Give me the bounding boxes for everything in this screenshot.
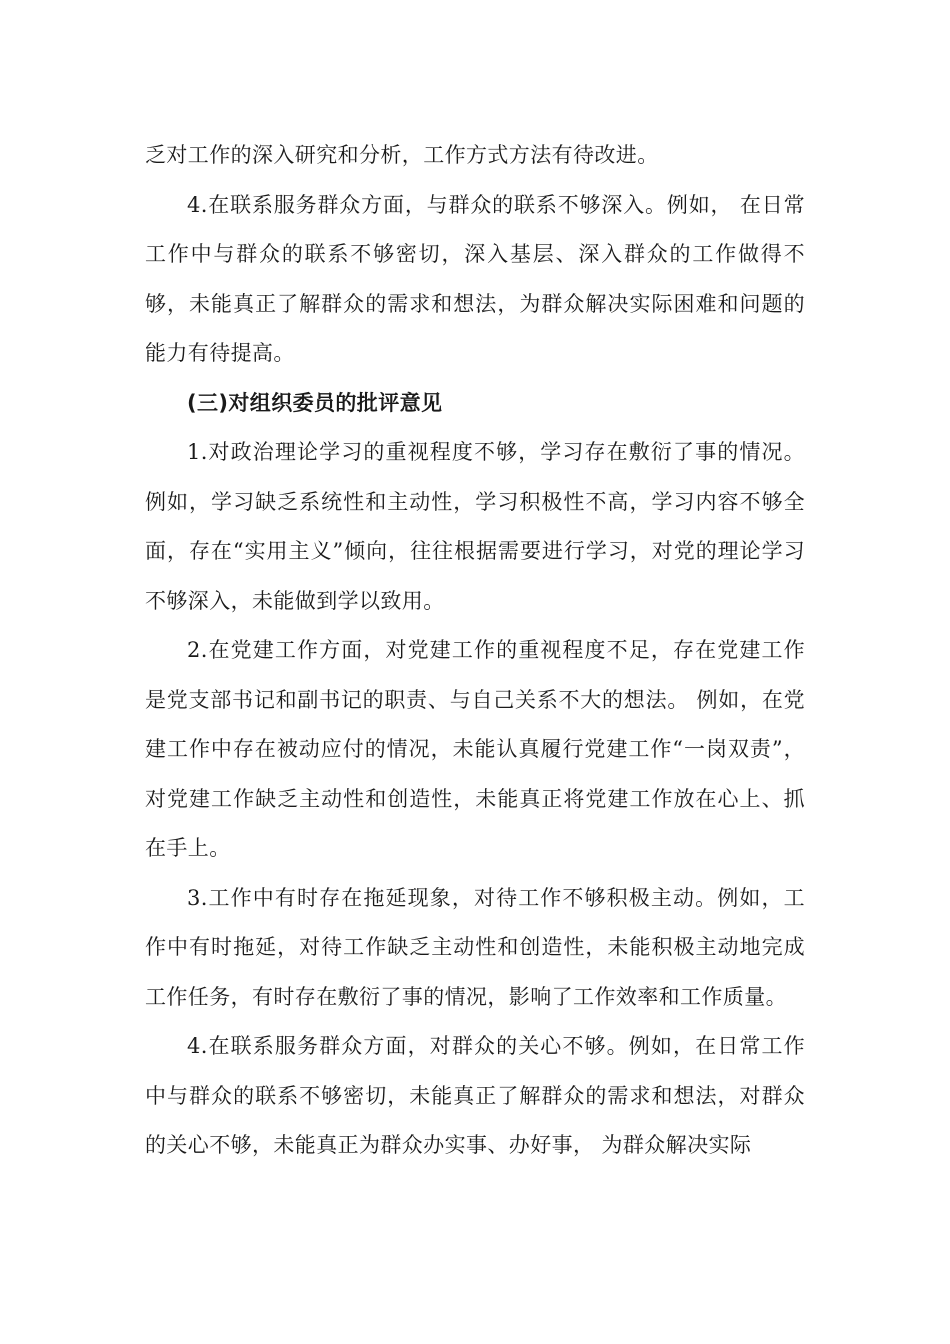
paragraph-item-4-contact-masses: 4.在联系服务群众方面，与群众的联系不够深入。例如， 在日常工作中与群众的联系不够密切，深入基层、深入群众的工作做得不够，未能真正了解群众的需求和想法，为群众解决实际困难和问题的能力有待提高。 bbox=[145, 192, 805, 365]
paragraph-item-2-party-building: 2.在党建工作方面，对党建工作的重视程度不足，存在党建工作是党支部书记和副书记的职责、与自己关系不大的想法。 例如，在党建工作中存在被动应付的情况，未能认真履行党建工作“一岗双责”，对党建工作缺乏主动性和创造性，未能真正将党建工作放在心上、抓在手上。 bbox=[145, 638, 805, 860]
paragraph-item-4-care-for-masses: 4.在联系服务群众方面，对群众的关心不够。例如，在日常工作中与群众的联系不够密切，未能真正了解群众的需求和想法，对群众的关心不够，未能真正为群众办实事、办好事， 为群众解决实际 bbox=[145, 1034, 805, 1157]
paragraph-continued: 乏对工作的深入研究和分析，工作方式方法有待改进。 bbox=[145, 143, 659, 167]
section-heading: (三)对组织委员的批评意见 bbox=[187, 390, 443, 415]
paragraph-item-3-procrastination: 3.工作中有时存在拖延现象，对待工作不够积极主动。例如，工作中有时拖延，对待工作缺乏主动性和创造性，未能积极主动地完成工作任务，有时存在敷衍了事的情况，影响了工作效率和工作质量。 bbox=[145, 885, 805, 1009]
paragraph-item-1-theory-study: 1.对政治理论学习的重视程度不够，学习存在敷衍了事的情况。例如，学习缺乏系统性和主动性，学习积极性不高，学习内容不够全面，存在“实用主义”倾向，往往根据需要进行学习，对党的理论学习不够深入，未能做到学以致用。 bbox=[145, 440, 805, 613]
document-body bbox=[145, 131, 805, 1171]
